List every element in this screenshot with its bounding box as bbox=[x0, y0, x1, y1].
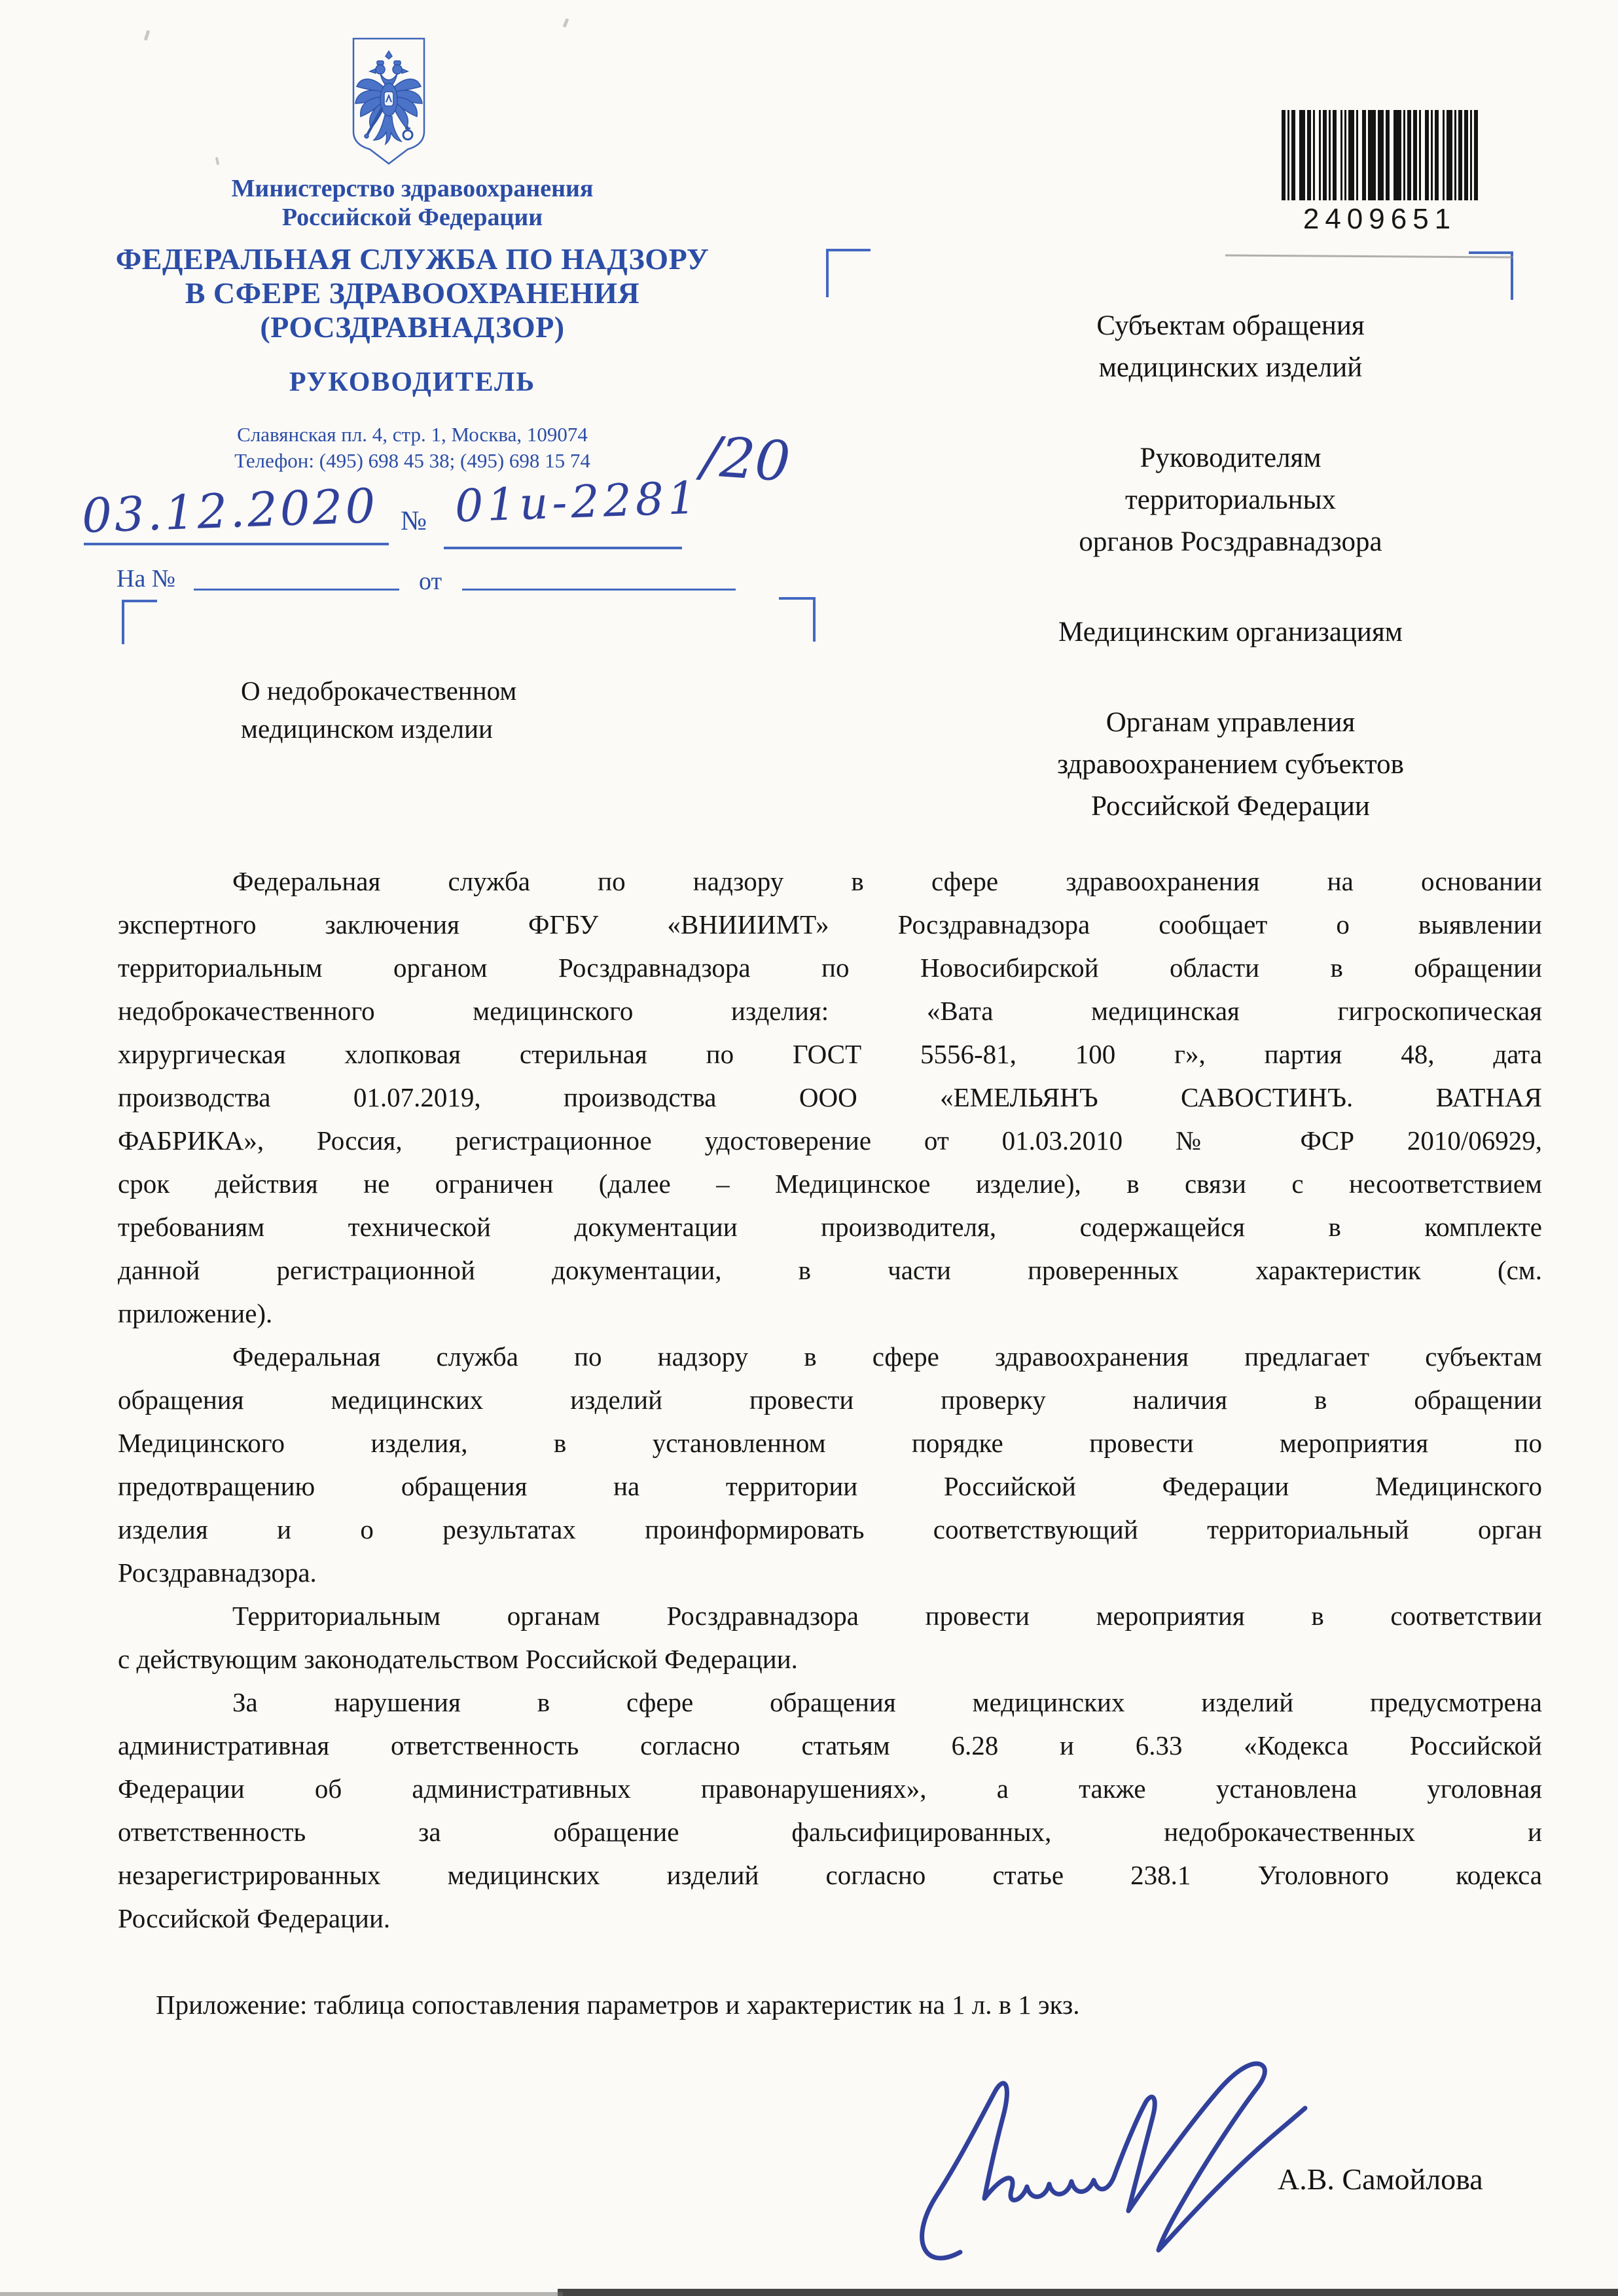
barcode-bars bbox=[1282, 110, 1478, 200]
address-zone-corner-left bbox=[826, 249, 871, 297]
subject-zone-corner-left bbox=[122, 600, 157, 644]
appendix-line: Приложение: таблица сопоставления параметров и характеристик на 1 л. в 1 экз. bbox=[156, 1990, 1080, 2020]
body-line: Территориальным органам Росздравнадзора провести мероприятия в соответствии bbox=[232, 1601, 1542, 1631]
signer-position-title: РУКОВОДИТЕЛЬ bbox=[289, 367, 536, 397]
body-paragraph bbox=[118, 860, 1542, 1335]
recipient-line: Медицинским организациям bbox=[1058, 617, 1403, 647]
recipient-line: органов Росздравнадзора bbox=[1079, 526, 1382, 557]
recipient-group bbox=[936, 437, 1525, 563]
agency-phone: Телефон: (495) 698 45 38; (495) 698 15 74 bbox=[234, 449, 590, 472]
handwritten-date: 03.12.2020 bbox=[81, 478, 379, 543]
body-line: обращения медицинских изделий провести проверку наличия в обращении bbox=[118, 1385, 1542, 1415]
body-line: изделия и о результатах проинформировать соответствующий территориальный орган bbox=[118, 1514, 1542, 1544]
body-line: ФАБРИКА», Россия, регистрационное удостоверение от 01.03.2010 № ФСР 2010/06929, bbox=[118, 1125, 1542, 1156]
reply-date-blank-line bbox=[462, 589, 736, 591]
reply-to-number-label: На № bbox=[117, 565, 176, 592]
body-line: Федерации об административных правонарушениях», а также установлена уголовная bbox=[118, 1774, 1542, 1804]
registration-barcode bbox=[1282, 110, 1478, 236]
letterhead bbox=[52, 174, 772, 474]
body-line: территориальным органом Росздравнадзора по Новосибирской области в обращении bbox=[118, 953, 1542, 983]
letter-body bbox=[118, 860, 1542, 1940]
handwritten-number-suffix: /20 bbox=[699, 424, 793, 494]
coat-of-arms-icon bbox=[349, 37, 429, 166]
scan-edge-shadow bbox=[558, 2289, 1618, 2296]
barcode-number: 2409651 bbox=[1303, 203, 1457, 235]
body-line: Федеральная служба по надзору в сфере здравоохранения предлагает субъектам bbox=[232, 1341, 1542, 1372]
body-line: Российской Федерации. bbox=[118, 1903, 391, 1933]
scan-speck bbox=[215, 157, 219, 166]
body-line: административная ответственность согласно статьям 6.28 и 6.33 «Кодекса Российской bbox=[118, 1730, 1542, 1760]
recipient-group bbox=[936, 702, 1525, 828]
agency-name-line1: ФЕДЕРАЛЬНАЯ СЛУЖБА ПО НАДЗОРУ bbox=[115, 242, 710, 276]
recipient-group bbox=[936, 611, 1525, 653]
recipient-line: Руководителям bbox=[1140, 443, 1321, 473]
agency-address: Славянская пл. 4, стр. 1, Москва, 109074 bbox=[237, 423, 588, 446]
body-line: недоброкачественного медицинского изделия: «Вата медицинская гигроскопическая bbox=[118, 996, 1542, 1026]
body-line: ответственность за обращение фальсифицированных, недоброкачественных и bbox=[118, 1817, 1542, 1847]
scan-edge-shadow-light bbox=[0, 2292, 563, 2296]
agency-name-line3: (РОСЗДРАВНАДЗОР) bbox=[260, 310, 565, 344]
body-paragraph bbox=[118, 1594, 1542, 1681]
subject-line: медицинском изделии bbox=[241, 714, 493, 744]
reply-number-blank-line bbox=[194, 589, 399, 591]
body-line: экспертного заключения ФГБУ «ВНИИИМТ» Росздравнадзора сообщает о выявлении bbox=[118, 909, 1542, 939]
recipient-line: здравоохранением субъектов bbox=[1057, 749, 1404, 780]
number-sign-label: № bbox=[401, 506, 427, 536]
body-line: хирургическая хлопковая стерильная по ГОСТ 5556-81, 100 г», партия 48, дата bbox=[118, 1039, 1542, 1069]
recipients-block bbox=[936, 305, 1525, 876]
recipient-group bbox=[936, 305, 1525, 389]
subject-block bbox=[241, 672, 699, 748]
subject-zone-corner-right bbox=[779, 597, 816, 642]
signatory-name: А.В. Самойлова bbox=[1278, 2162, 1483, 2196]
body-line: незарегистрированных медицинских изделий согласно статье 238.1 Уголовного кодекса bbox=[118, 1860, 1542, 1890]
ministry-name-line1: Министерство здравоохранения bbox=[231, 175, 594, 202]
body-paragraph bbox=[118, 1681, 1542, 1940]
handwritten-outgoing-number: 01и-2281 bbox=[454, 472, 701, 533]
body-line: производства 01.07.2019, производства ООО «ЕМЕЛЬЯНЪ САВОСТИНЪ. ВАТНАЯ bbox=[118, 1082, 1542, 1112]
body-line: Федеральная служба по надзору в сфере здравоохранения на основании bbox=[232, 866, 1542, 896]
body-line: срок действия не ограничен (далее – Медицинское изделие), в связи с несоответствием bbox=[118, 1169, 1542, 1199]
address-zone-corner-right bbox=[1469, 251, 1513, 300]
number-underline bbox=[444, 547, 682, 549]
subject-line: О недоброкачественном bbox=[241, 676, 517, 706]
body-line: Росздравнадзора. bbox=[118, 1558, 317, 1588]
ministry-name-line2: Российской Федерации bbox=[281, 204, 543, 231]
body-line: требованиям технической документации производителя, содержащейся в комплекте bbox=[118, 1212, 1542, 1242]
date-underline bbox=[84, 543, 389, 545]
body-line: приложение). bbox=[118, 1298, 273, 1328]
body-line: предотвращению обращения на территории Российской Федерации Медицинского bbox=[118, 1471, 1542, 1501]
body-line: данной регистрационной документации, в части проверенных характеристик (см. bbox=[118, 1255, 1542, 1285]
recipient-line: Субъектам обращения bbox=[1096, 310, 1365, 341]
scan-speck bbox=[144, 30, 151, 41]
body-line: За нарушения в сфере обращения медицинских изделий предусмотрена bbox=[232, 1687, 1542, 1717]
body-line: Медицинского изделия, в установленном порядке провести мероприятия по bbox=[118, 1428, 1542, 1458]
recipient-line: Органам управления bbox=[1106, 707, 1356, 738]
reply-from-label: от bbox=[419, 568, 442, 595]
recipient-line: медицинских изделий bbox=[1098, 352, 1363, 383]
recipient-line: территориальных bbox=[1124, 484, 1337, 515]
handwritten-signature bbox=[898, 2056, 1330, 2291]
body-paragraph bbox=[118, 1335, 1542, 1594]
recipient-line: Российской Федерации bbox=[1091, 791, 1370, 822]
body-line: с действующим законодательством Российской Федерации. bbox=[118, 1644, 798, 1674]
agency-name-line2: В СФЕРЕ ЗДРАВООХРАНЕНИЯ bbox=[185, 276, 640, 310]
scan-speck bbox=[563, 18, 569, 28]
